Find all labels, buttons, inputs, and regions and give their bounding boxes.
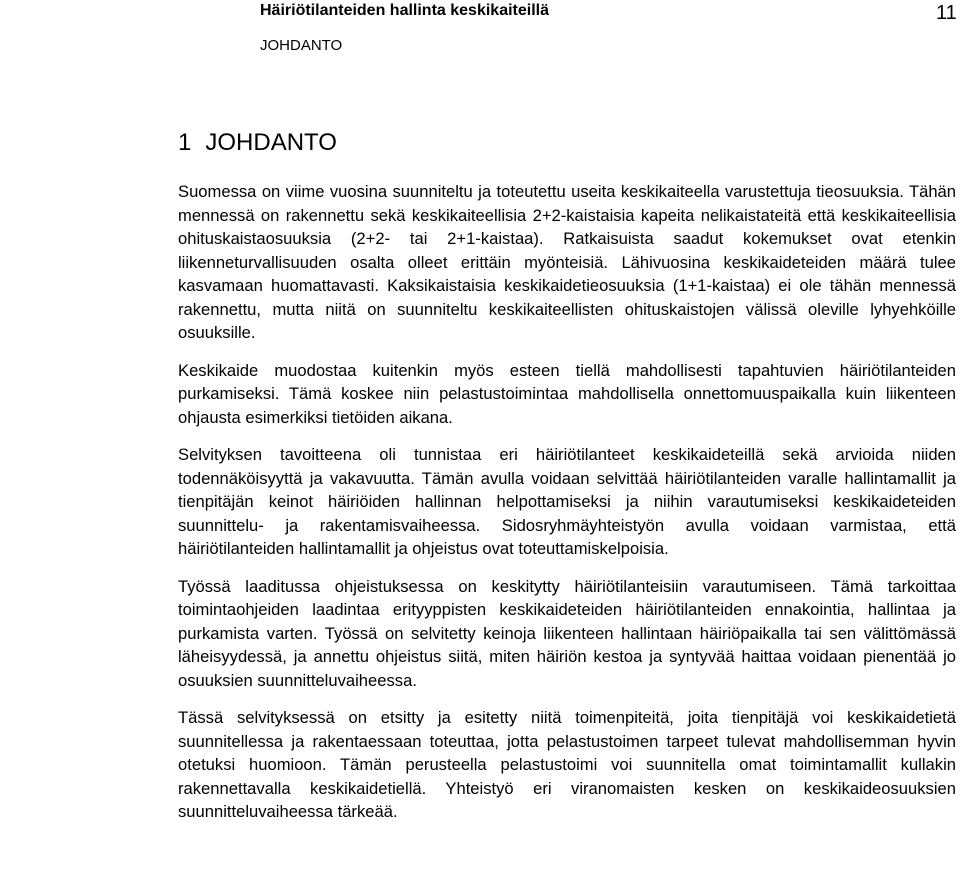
paragraph: Tässä selvityksessä on etsitty ja esitetty niitä toimenpiteitä, joita tienpitäjä voi keskikaidetietä suunnitellessa ja rakentaessaan toteuttaa, jotta pelastustoimen tarpeet tulevat mahdollisemman hyvin otetuksi huomioon. Tämän perusteella pelastustoimi voi suunnitella omat toimintamallit kullakin rakennettavalla keskikaidetiellä. Yhteistyö eri viranomaisten kesken on keskikaideosuuksien suunnitteluvaiheessa tärkeää. — [178, 708, 956, 821]
page-number: 11 — [936, 2, 957, 24]
paragraph: Selvityksen tavoitteena oli tunnistaa eri häiriötilanteet keskikaideteillä sekä arvioida niiden todennäköisyyttä ja vakavuutta. Tämän avulla voidaan selvittää häiriötilanteiden varalle hallintamallit ja tienpitäjän keinot häiriöiden hallinnan helpottamiseksi ja niihin varautumiseksi keskikaideteiden suunnittelu- ja rakentamisvaiheessa. Sidosryhmäyhteistyön avulla voidaan varmistaa, että häiriötilanteiden hallintamallit ja ohjeistus ovat toteuttamiskelpoisia. — [178, 445, 956, 558]
running-header-title: Häiriötilanteiden hallinta keskikaiteillä — [260, 2, 549, 19]
paragraph: Suomessa on viime vuosina suunniteltu ja toteutettu useita keskikaiteella varustettuja tieosuuksia. Tähän mennessä on rakennettu sekä keskikaiteellisia 2+2-kaistaisia kapeita nelikaistateitä että keskikaiteellisia ohituskaistaosuuksia (2+2- tai 2+1-kaistaa). Ratkaisuista saadut kokemukset ovat etenkin liikenneturvallisuuden osalta olleet erittäin myönteisiä. Lähivuosina keskikaideteiden määrä tulee kasvamaan huomattavasti. Kaksikaistaisia keskikaidetieosuuksia (1+1-kaistaa) ei ole tähän mennessä rakennettu, mutta niitä on suunniteltu keskikaiteellisten ohituskaistojen välissä oleville lyhyehköille osuuksille. — [178, 182, 956, 342]
chapter-heading — [178, 129, 337, 157]
body-text — [178, 180, 956, 838]
paragraph: Työssä laaditussa ohjeistuksessa on keskitytty häiriötilanteisiin varautumiseen. Tämä tarkoittaa toimintaohjeiden laadintaa erityyppisten keskikaideteiden häiriötilanteiden ennakointia, hallintaa ja purkamista varten. Työssä on selvitetty keinoja liikenteen hallintaan häiriöpaikalla tai sen välittömässä läheisyydessä, ja annettu ohjeistus siitä, miten häiriön kestoa ja syntyvää haittaa voidaan pienentää jo osuuksien suunnitteluvaiheessa. — [178, 576, 956, 690]
running-section-label: JOHDANTO — [260, 37, 343, 54]
chapter-number: 1 — [178, 129, 192, 156]
paragraph: Keskikaide muodostaa kuitenkin myös esteen tiellä mahdollisesti tapahtuvien häiriötilanteiden purkamiseksi. Tämä koskee niin pelastustoimintaa mahdollisella onnettomuuspaikalla kuin liikenteen ohjausta esimerkiksi tietöiden aikana. — [178, 360, 956, 427]
chapter-title: JOHDANTO — [205, 129, 337, 156]
